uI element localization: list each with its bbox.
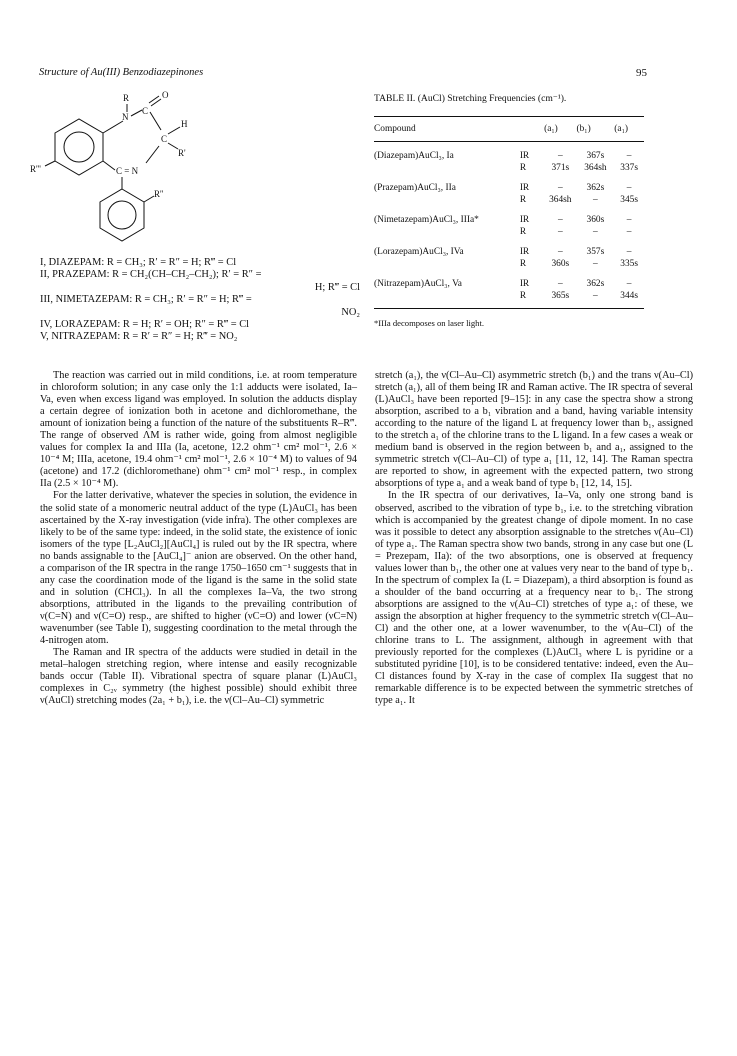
- table-row: [374, 174, 644, 194]
- table-caption: TABLE II. (AuCl) Stretching Frequencies (cm⁻¹).: [374, 93, 567, 104]
- header-technique: [520, 117, 544, 142]
- compound-legend-line: III, NIMETAZEPAM: R = CH₃; R′ = R″ = H; R‴ =: [40, 294, 252, 306]
- compound-legend-line: NO₂: [341, 306, 360, 318]
- label-r-prime: R': [178, 148, 186, 158]
- table-cell: (Lorazepam)AuCl₃, IVa: [374, 247, 464, 257]
- table-row: [374, 290, 644, 309]
- label-r-double-prime: R'': [154, 189, 164, 199]
- table-cell: 362s: [586, 279, 605, 289]
- table-row: [374, 206, 644, 226]
- left-column-text: [40, 370, 357, 707]
- label-c-carbonyl: C: [142, 106, 149, 116]
- table-cell: [374, 290, 520, 309]
- table-cell: –: [557, 183, 563, 193]
- table-cell: IR: [519, 247, 530, 257]
- body-paragraph: In the IR spectra of our derivatives, Ia–Va, only one strong band is observed, ascribed to the vibration of type b₁, i.e. to the stretching vibration which is accompanied by the greatest change of dipole moment. In no case was it possible to detect any absorption assignable to the stretches ν(Au–Cl) of type a₁. The Raman spectra show two bands, strong in any case but one (L = Prezepam, IIa): of the two absorptions, one is observed at frequency values lower than b₁, the other one at values very near to the band of type b₁. In the spectrum of complex Ia (L = Diazepam), a third absorption is found as a shoulder of the band occurring at a frequency near to b₁. The strong absorptions are assigned to the ν(Au–Cl) stretches of type a₁: of these, we assign the absorption at higher frequency to the symmetric stretch ν(Cl–Au–Cl) and the other one, at a lower wavenumber, to the ν(Au–Cl) of the chlorine trans to L. The assignment, although in agreement with that previously reported for the complexes (L)AuCl₃ where L is pyridine or a substituted pyridine [10], is to be considered tentative: indeed, even the Au–Cl distances found by X-ray in the case of complex IIa suggest that no remarkable difference is to be expected between the symmetric stretches of type a₁. It: [375, 490, 693, 707]
- label-c-alpha: C: [161, 134, 168, 144]
- compound-legend-line: V, NITRAZEPAM: R = R′ = R″ = H; R‴ = NO₂: [40, 331, 238, 343]
- table-cell: R: [519, 163, 527, 173]
- table-cell: R: [519, 195, 527, 205]
- table-row: [374, 238, 644, 258]
- table-cell: IR: [519, 151, 530, 161]
- page-number: 95: [636, 67, 647, 79]
- table-cell: [374, 226, 520, 238]
- table-row: [374, 142, 644, 163]
- table-cell: 344s: [614, 290, 644, 309]
- label-n: N: [122, 112, 129, 122]
- table-cell: (Nitrazepam)AuCl₃, Va: [374, 279, 462, 289]
- table-cell: –: [593, 227, 598, 237]
- compound-legend-line: H; R‴ = Cl: [314, 281, 360, 293]
- benzene-ring: [55, 119, 103, 175]
- running-title: Structure of Au(III) Benzodiazepinones: [39, 67, 204, 78]
- table-cell: (Prazepam)AuCl₃, IIa: [374, 183, 456, 193]
- table-cell: 360s: [551, 259, 570, 269]
- table-cell: [374, 194, 520, 206]
- body-paragraph: The reaction was carried out in mild conditions, i.e. at room temperature in chloroform solution; in any case only the 1:1 adducts were isolated, Ia–Va, even when excess ligand was employed. In solution the adducts display a certain degree of ionization both in acetone and dichloromethane, the amount of ionization being a function of the nature of the substituents R–R‴. The range of observed ΛM is rather wide, going from almost negligible values for complex Ia and IIIa (Ia, acetone, 12.2 ohm⁻¹ cm² mol⁻¹, 2.6 × 10⁻⁴ M; IIIa, acetone, 19.4 ohm⁻¹ cm² mol⁻¹, 2.6 × 10⁻⁴ M) to values of 94 (acetone) and 17.2 (dichloromethane) ohm⁻¹ cm² mol⁻¹ resp., in complex IIa (2.5 × 10⁻⁴ M).: [40, 370, 357, 490]
- frequency-table: [374, 116, 644, 309]
- table-cell: –: [557, 151, 563, 161]
- table-cell: 345s: [620, 195, 638, 205]
- table-cell: (Diazepam)AuCl₃, Ia: [374, 151, 454, 161]
- table-cell: –: [626, 227, 632, 237]
- label-o: O: [162, 90, 169, 100]
- table-row: [374, 258, 644, 270]
- table-cell: R: [520, 290, 544, 309]
- table-cell: –: [557, 247, 563, 257]
- table-cell: –: [593, 259, 598, 269]
- table-cell: IR: [519, 183, 530, 193]
- compound-legend: [40, 257, 360, 344]
- header-a1-trans: (a₁): [614, 117, 644, 142]
- table-cell: 371s: [551, 163, 570, 173]
- table-2: [374, 93, 644, 328]
- table-row: [374, 162, 644, 174]
- benzodiazepinone-structure: [30, 90, 330, 255]
- header-b1: (b₁): [577, 117, 615, 142]
- table-cell: –: [557, 215, 563, 225]
- compound-legend-line: I, DIAZEPAM: R = CH₃; R′ = R″ = H; R‴ = Cl: [40, 257, 237, 268]
- compound-legend-line: IV, LORAZEPAM: R = H; R′ = OH; R″ = R‴ = Cl: [40, 319, 250, 331]
- table-cell: [374, 162, 520, 174]
- table-cell: –: [626, 183, 632, 193]
- table-cell: 367s: [586, 151, 605, 161]
- table-cell: IR: [519, 215, 530, 225]
- body-paragraph: For the latter derivative, whatever the species in solution, the evidence in the solid state of a monomeric neutral adduct of the type (L)AuCl₃ has been ascertained by the X-ray investigation (vide infra). The other complexes are likely to be of the same type: indeed, in the solid state, the existence of ionic isomers of the type [L₂AuCl₂][AuCl₄] is ruled out by the IR spectra, where no bands assignable to the [AuCl₄]⁻ anion are observed. On the other hand, a comparison of the IR spectra in the range 1750–1650 cm⁻¹ suggests that in any case the coordination mode of the ligand is the same in the solid state and in solution (CHCl₃). In all the complexes Ia–Va, the two strong absorptions, attributed in the ligands to the prevailing contribution of ν(C=N) and ν(C=O) resp., are shifted to higher (νC=O) and lower (νC=N) wavenumber (see Table I), suggesting coordination to the metal through the 4-nitrogen atom.: [40, 490, 357, 647]
- right-column-text: [375, 370, 693, 707]
- phenyl-ring: [100, 189, 144, 241]
- phenyl-circle: [108, 201, 136, 229]
- table-cell: [374, 258, 520, 270]
- table-cell: –: [557, 227, 563, 237]
- table-header-row: [374, 117, 644, 142]
- table-cell: –: [626, 151, 632, 161]
- header-compound: Compound: [374, 117, 520, 142]
- table-cell: 335s: [620, 259, 638, 269]
- table-cell: 365s: [544, 290, 576, 309]
- label-r-triple-prime: R''': [30, 164, 41, 174]
- table-cell: –: [557, 279, 563, 289]
- body-paragraph: stretch (a₁), the ν(Cl–Au–Cl) asymmetric stretch (b₁) and the trans ν(Au–Cl) stretch (a₁), all of them being IR and Raman active. The IR spectra of several (L)AuCl₃ have been reported [9–15]: in any case the spectra show a strong absorption, ascribed to a b₁ vibration and a band, having variable intensity according to the nature of the ligand L at frequency lower than b₁, assigned to the stretch a₁ of the chlorine trans to the L ligand. In a few cases a weak or medium band is observed in the region between b₁ and a₁, assigned to the symmetric stretch ν(Cl–Au–Cl) of type a₁ [11, 12, 14]. The Raman spectra are reported to show, in agreement with the expected pattern, two strong absorptions of type a₁ and a weak band of type b₁ [12, 14, 15].: [375, 370, 693, 490]
- table-row: [374, 270, 644, 290]
- aromatic-circle: [64, 132, 94, 162]
- table-row: [374, 226, 644, 238]
- label-c-eq-n: C = N: [116, 166, 139, 176]
- table-cell: (Nimetazepam)AuCl₃, IIIa*: [374, 215, 479, 225]
- table-cell: –: [577, 290, 615, 309]
- table-cell: R: [519, 259, 527, 269]
- table-cell: –: [593, 195, 598, 205]
- header-a1: (a₁): [544, 117, 576, 142]
- table-cell: 362s: [586, 183, 605, 193]
- table-cell: –: [626, 279, 632, 289]
- table-cell: R: [519, 227, 527, 237]
- table-cell: 364sh: [584, 163, 607, 173]
- table-cell: IR: [519, 279, 530, 289]
- table-cell: 360s: [586, 215, 605, 225]
- table-footnote: *IIIa decomposes on laser light.: [374, 318, 485, 328]
- table-cell: 357s: [586, 247, 605, 257]
- compound-legend-line: II, PRAZEPAM: R = CH₂(CH–CH₂–CH₂); R′ = R″ =: [40, 269, 262, 281]
- table-cell: 337s: [620, 163, 638, 173]
- table-cell: –: [626, 247, 632, 257]
- table-cell: –: [626, 215, 632, 225]
- label-r: R: [123, 93, 130, 103]
- table-row: [374, 194, 644, 206]
- table-cell: 364sh: [549, 195, 572, 205]
- body-paragraph: The Raman and IR spectra of the adducts were studied in detail in the metal–halogen stretching region, where intense and easily recognizable bands occur (Table II). Vibrational spectra of square planar (L)AuCl₃ complexes in C₂ᵥ symmetry (the highest possible) should exhibit three ν(AuCl) stretching modes (2a₁ + b₁), i.e. the ν(Cl–Au–Cl) symmetric: [40, 647, 357, 707]
- label-h: H: [181, 119, 188, 129]
